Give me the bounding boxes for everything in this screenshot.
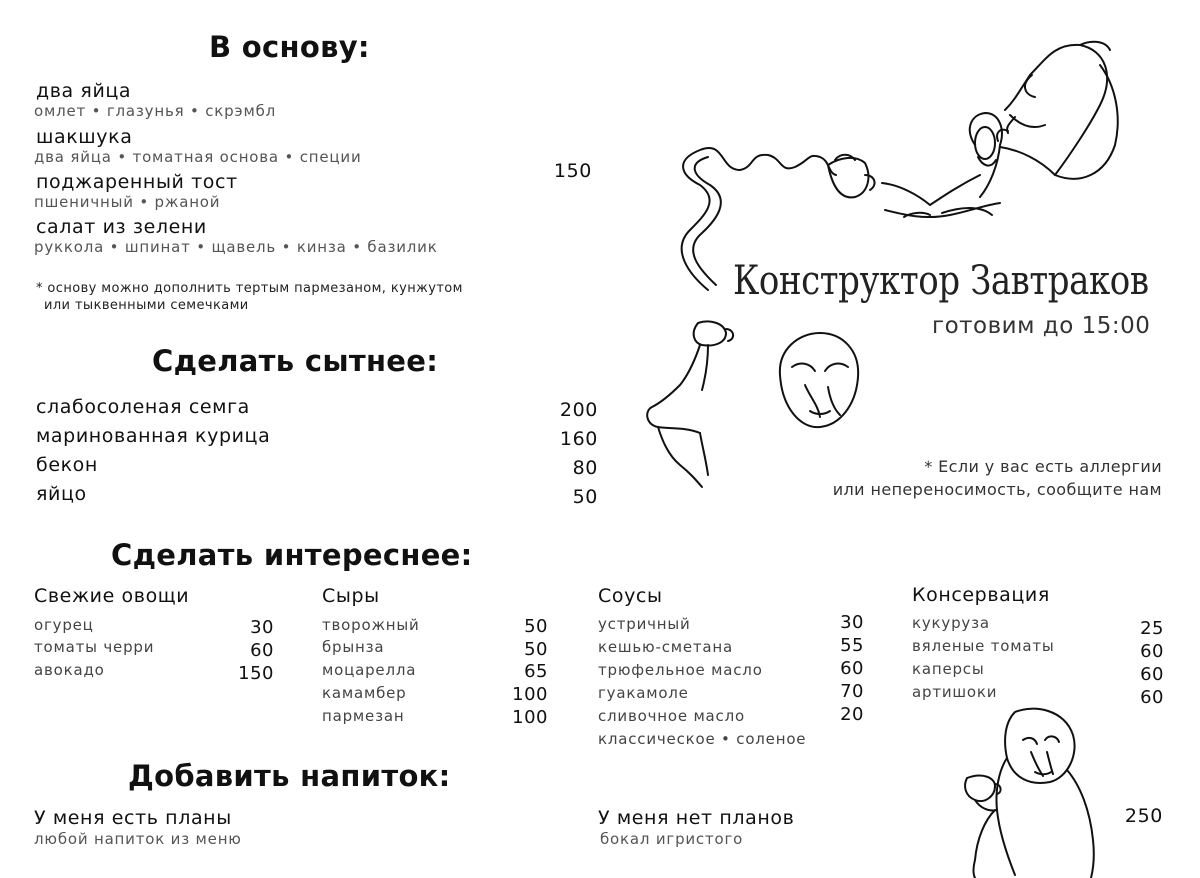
base-item-name: поджаренный тост	[36, 171, 238, 193]
option-price: 65	[524, 661, 548, 682]
option-name: трюфельное масло	[598, 661, 763, 679]
drink-option-name: У меня нет планов	[598, 807, 795, 829]
hearty-heading: Сделать сытнее:	[152, 344, 439, 378]
hearty-item-price: 80	[572, 457, 598, 479]
drink-option-desc: бокал игристого	[600, 830, 744, 848]
allergy-line: или непереносимость, сообщите нам	[832, 480, 1162, 499]
base-item-desc: омлет • глазунья • скрэмбл	[34, 102, 277, 120]
column-title-sauces: Соусы	[598, 585, 663, 607]
hearty-item-name: маринованная курица	[36, 425, 271, 447]
option-price: 150	[238, 663, 274, 684]
option-price: 100	[512, 707, 548, 728]
base-note: * основу можно дополнить тертым пармезаном, кунжутом	[36, 281, 463, 296]
base-item-name: шакшука	[36, 126, 133, 148]
drink-option-name: У меня есть планы	[34, 807, 232, 829]
drink-heading: Добавить напиток:	[128, 759, 451, 793]
option-price: 60	[840, 658, 864, 679]
base-item-name: салат из зелени	[36, 216, 207, 238]
base-item-desc: пшеничный • ржаной	[34, 193, 221, 211]
option-price: 20	[840, 704, 864, 725]
base-item-desc: два яйца • томатная основа • специи	[34, 148, 362, 166]
menu-title: Конструктор Завтраков	[733, 258, 1149, 304]
option-name: моцарелла	[322, 661, 417, 679]
allergy-line: * Если у вас есть аллергии	[924, 457, 1162, 476]
option-note: классическое • соленое	[598, 730, 807, 748]
option-name: устричный	[598, 615, 691, 633]
option-price: 55	[840, 635, 864, 656]
option-price: 50	[524, 616, 548, 637]
hearty-item-name: яйцо	[36, 483, 87, 505]
option-name: творожный	[322, 616, 420, 634]
option-price: 60	[250, 640, 274, 661]
option-name: кукуруза	[912, 614, 990, 632]
column-title-cheeses: Сыры	[322, 585, 380, 607]
base-item-name: два яйца	[36, 80, 132, 102]
option-name: огурец	[34, 616, 94, 634]
option-name: камамбер	[322, 684, 407, 702]
option-name: артишоки	[912, 683, 998, 701]
hearty-item-price: 50	[572, 486, 598, 508]
interesting-heading: Сделать интереснее:	[111, 538, 473, 572]
base-note: или тыквенными семечками	[44, 298, 249, 313]
option-name: пармезан	[322, 707, 405, 725]
drink-price: 250	[1124, 805, 1163, 827]
base-price: 150	[553, 160, 592, 182]
allergy-note	[790, 455, 1162, 501]
option-price: 50	[524, 639, 548, 660]
option-name: авокадо	[34, 661, 105, 679]
option-name: вяленые томаты	[912, 637, 1055, 655]
option-price: 25	[1140, 618, 1164, 639]
column-title-vegetables: Свежие овощи	[34, 585, 190, 607]
base-heading: В основу:	[209, 30, 370, 64]
option-price: 60	[1140, 687, 1164, 708]
monkey-hanging-illustration	[660, 35, 1150, 305]
option-name: сливочное масло	[598, 707, 745, 725]
column-title-preserves: Консервация	[912, 584, 1050, 606]
hearty-item-price: 200	[559, 399, 598, 421]
monkey-with-cup-illustration	[640, 315, 750, 490]
option-price: 30	[840, 612, 864, 633]
option-name: гуакамоле	[598, 684, 689, 702]
monkey-face-illustration	[770, 325, 870, 445]
base-item-desc: руккола • шпинат • щавель • кинза • базилик	[34, 238, 438, 256]
option-price: 60	[1140, 664, 1164, 685]
option-price: 70	[840, 681, 864, 702]
option-price: 60	[1140, 641, 1164, 662]
hearty-item-name: бекон	[36, 454, 98, 476]
hearty-item-name: слабосоленая семга	[36, 396, 250, 418]
drink-option-desc: любой напиток из меню	[34, 830, 242, 848]
option-price: 30	[250, 617, 274, 638]
option-price: 100	[512, 684, 548, 705]
option-name: каперсы	[912, 660, 985, 678]
monkey-sitting-illustration	[955, 700, 1105, 878]
option-name: кешью-сметана	[598, 638, 734, 656]
menu-subtitle: готовим до 15:00	[932, 313, 1151, 339]
option-name: брынза	[322, 638, 385, 656]
option-name: томаты черри	[34, 638, 155, 656]
hearty-item-price: 160	[559, 428, 598, 450]
